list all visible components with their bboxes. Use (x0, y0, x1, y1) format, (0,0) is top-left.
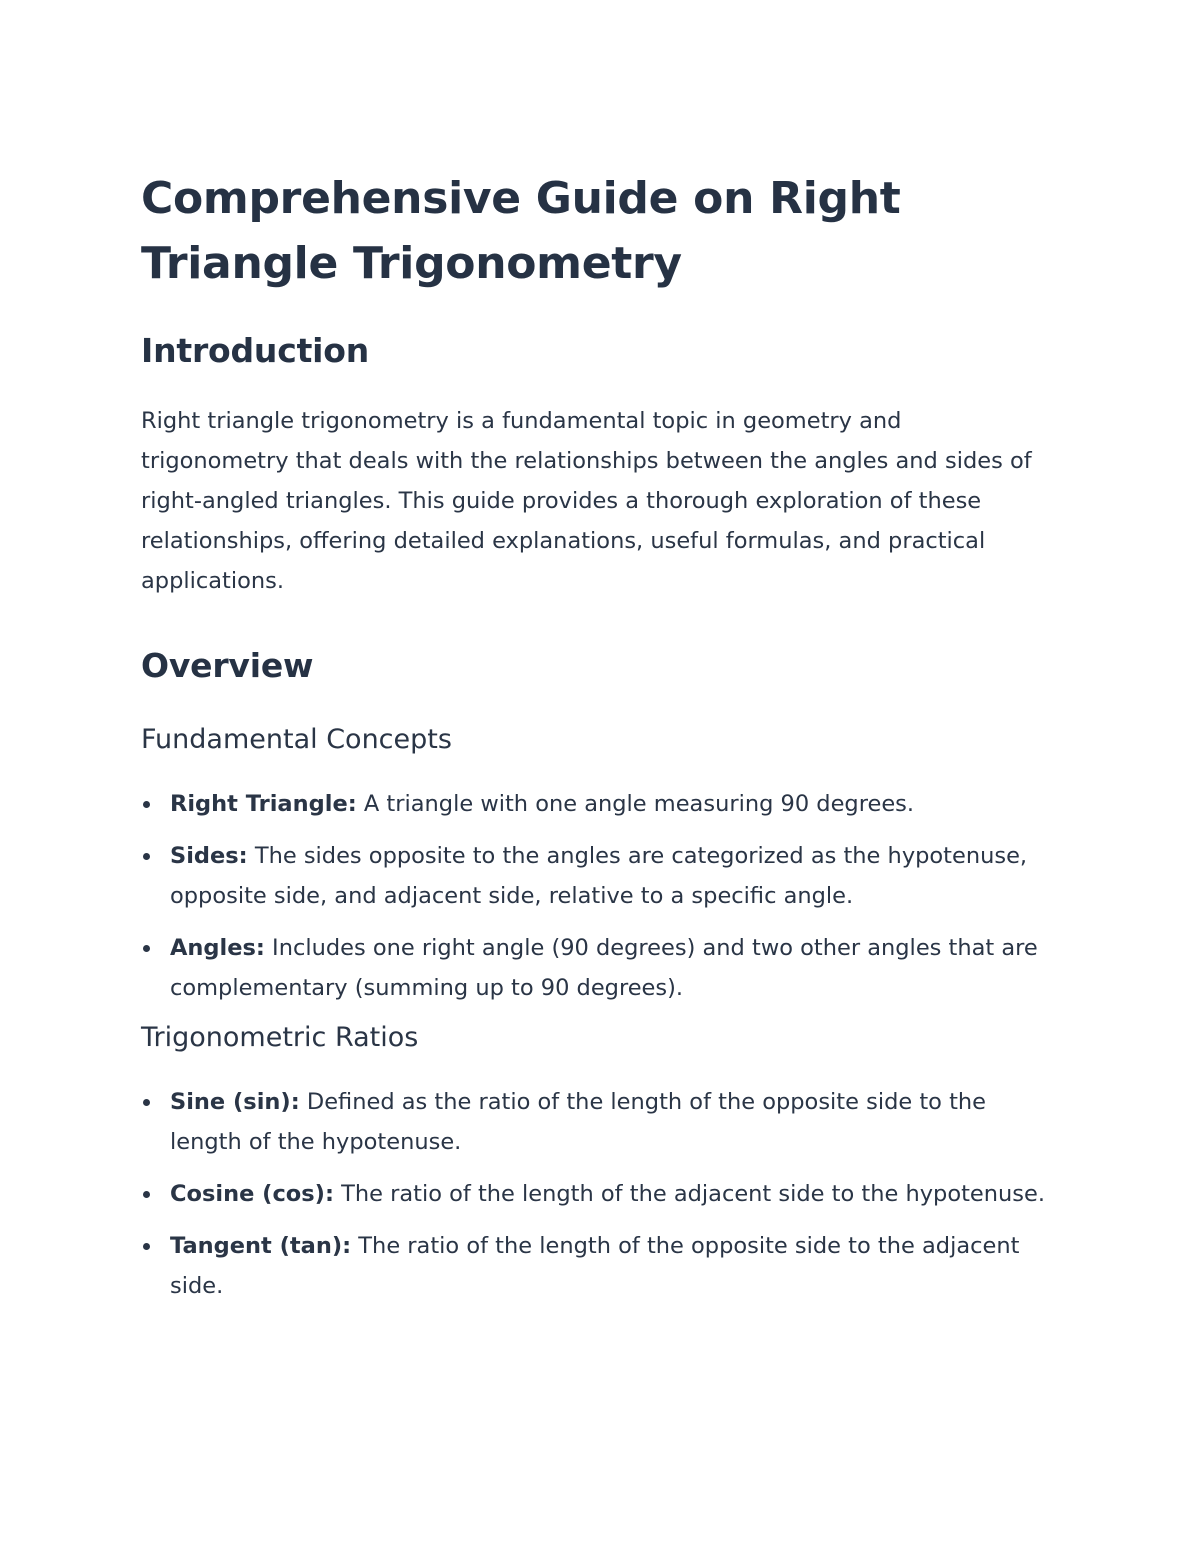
term-sine: Sine (sin): (170, 1089, 300, 1115)
term-right-triangle: Right Triangle: (170, 791, 357, 817)
term-tangent: Tangent (tan): (170, 1233, 352, 1259)
trigonometric-ratios-list (141, 1082, 1056, 1306)
overview-heading: Overview (141, 646, 314, 685)
definition-cosine: The ratio of the length of the adjacent side to the hypotenuse. (333, 1181, 1045, 1207)
list-item-angles (141, 928, 1056, 1008)
term-angles: Angles: (170, 935, 265, 961)
list-item-tangent (141, 1226, 1056, 1306)
definition-right-triangle: A triangle with one angle measuring 90 degrees. (356, 791, 915, 817)
list-item-sine (141, 1082, 1056, 1162)
term-cosine: Cosine (cos): (170, 1181, 334, 1207)
definition-angles: Includes one right angle (90 degrees) and two other angles that are complementary (summing up to 90 degrees). (170, 935, 1038, 1001)
term-sides: Sides: (170, 843, 248, 869)
definition-tangent: The ratio of the length of the opposite side to the adjacent side. (170, 1233, 1020, 1299)
document-title: Comprehensive Guide on Right Triangle Trigonometry (141, 173, 901, 289)
fundamental-concepts-heading: Fundamental Concepts (141, 724, 452, 755)
fundamental-concepts-list (141, 784, 1056, 1008)
definition-sine: Defined as the ratio of the length of the opposite side to the length of the hypotenuse. (170, 1089, 987, 1155)
introduction-heading: Introduction (141, 331, 370, 370)
document-page (141, 166, 1056, 1318)
introduction-paragraph: Right triangle trigonometry is a fundamental topic in geometry and trigonometry that deals with the relationships between the angles and sides of right-angled triangles. This guide provides a thorough exploration of these relationships, offering detailed explanations, useful formulas, and practical applications. (141, 408, 1032, 594)
list-item-sides (141, 836, 1056, 916)
list-item-right-triangle (141, 784, 1056, 824)
list-item-cosine (141, 1174, 1056, 1214)
definition-sides: The sides opposite to the angles are categorized as the hypotenuse, opposite side, and adjacent side, relative to a specific angle. (170, 843, 1028, 909)
trigonometric-ratios-heading: Trigonometric Ratios (141, 1022, 419, 1053)
